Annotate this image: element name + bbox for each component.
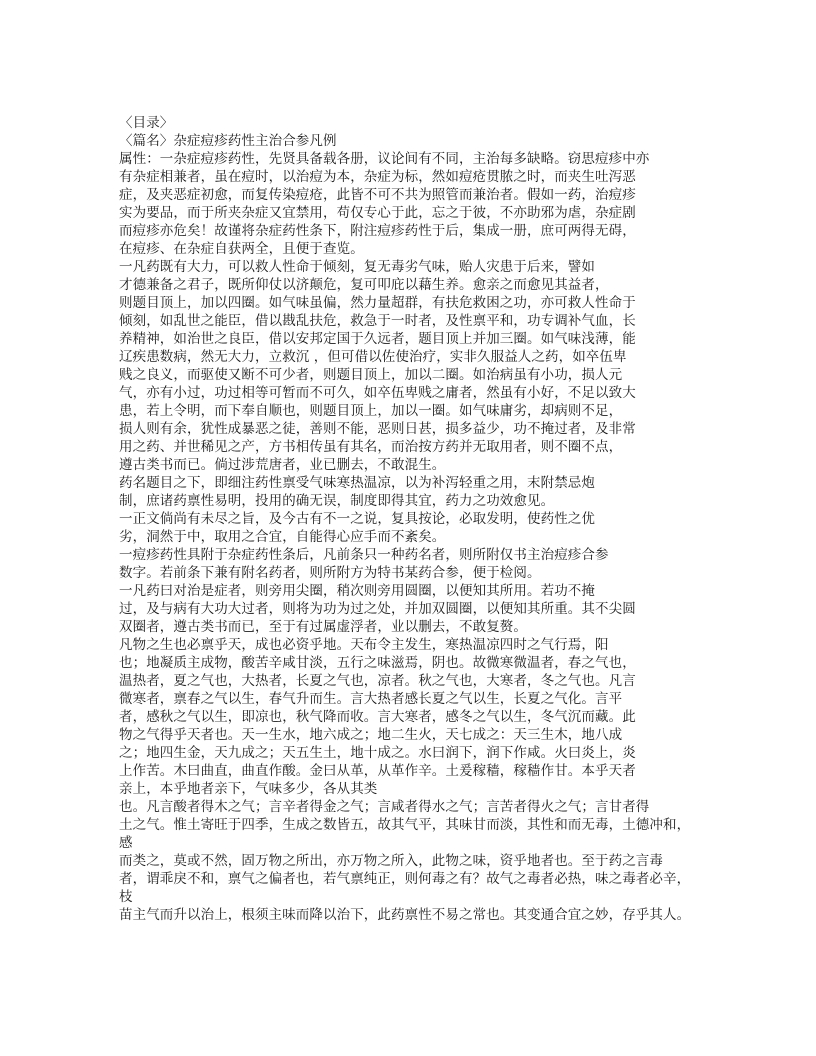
text-line: 枝 xyxy=(119,889,133,905)
text-line: 气，亦有小过，功过相等可暂而不可久，如卒伍卑贱之庸者，然虽有小好，不足以致大 xyxy=(119,385,636,401)
text-line: 过，及与病有大功大过者，则将为功为过之处，并加双圆圈，以便知其所重。其不尖圆 xyxy=(119,601,636,617)
text-line: 微寒者，禀春之气以生，春气升而生。言大热者感长夏之气以生，长夏之气化。言平 xyxy=(119,691,623,707)
text-line: 双圈者，遵古类书而已，至于有过属虚浮者，业以删去，不敢复赘。 xyxy=(119,619,527,635)
toc-marker: 〈目录〉 xyxy=(119,115,174,131)
text-line: 一正文倘尚有未尽之旨，及今古有不一之说，复具按论，必取发明，使药性之优 xyxy=(119,511,595,527)
text-line: 患，若上令明，而下奉自顺也，则题目顶上，加以一圈。如气味庸劣，却病则不足， xyxy=(119,403,623,419)
text-line: 在痘疹、在杂症自获两全，且便于查览。 xyxy=(119,241,364,257)
text-line: 数字。若前条下兼有附名药者，则所附方为特书某药合参，便于检阅。 xyxy=(119,565,541,581)
text-line: 倾刻，如乱世之能臣，借以戡乱扶危，救急于一时者，及性禀平和，功专调补气血，长 xyxy=(119,313,636,329)
text-line: 才德兼备之君子，既所仰仗以济颠危，复可叩庇以藉生养。愈亲之而愈见其益者， xyxy=(119,277,609,293)
text-line: 者，感秋之气以生，即凉也，秋气降而收。言大寒者，感冬之气以生，冬气沉而藏。此 xyxy=(119,709,636,725)
text-line: 一凡药既有大力，可以救人性命于倾刻，复无毒劣气味，贻人灾患于后来，譬如 xyxy=(119,259,595,275)
document-body xyxy=(119,114,719,924)
text-line: 温热者，夏之气也，大热者，长夏之气也，凉者。秋之气也，大寒者，冬之气也。凡言 xyxy=(119,673,636,689)
text-line: 也；地凝质主成物，酸苦辛咸甘淡，五行之味滋焉，阴也。故微寒微温者，春之气也， xyxy=(119,655,636,671)
text-line: 药名题目之下，即细注药性禀受气味寒热温凉，以为补泻轻重之用，末附禁忌炮 xyxy=(119,475,595,491)
text-line: 者，谓乖戾不和，禀气之偏者也，若气禀纯正，则何毒之有？故气之毒者必热，味之毒者必辛， xyxy=(119,871,691,887)
text-line: 凡物之生也必禀乎天，成也必资乎地。天布令主发生，寒热温凉四时之气行焉，阳 xyxy=(119,637,609,653)
text-line: 症，及夹恶症初愈，而复传染痘疮，此皆不可不共为照管而兼治者。假如一药，治痘疹 xyxy=(119,187,636,203)
text-line: 实为要品，而于所夹杂症又宜禁用，苟仅专心于此，忘之于彼，不亦助邪为虐，杂症剧 xyxy=(119,205,636,221)
text-line: 有杂症相兼者，虽在痘时，以治痘为本，杂症为标，然如痘疮贯脓之时，而夹生吐泻恶 xyxy=(119,169,636,185)
text-line: 感 xyxy=(119,835,133,851)
text-line: 损人则有余，犹性成暴恶之徒，善则不能，恶则日甚，损多益少，功不掩过者，及非常 xyxy=(119,421,636,437)
text-line: 一痘疹药性具附于杂症药性条后，凡前条只一种药名者，则所附仅书主治痘疹合参 xyxy=(119,547,609,563)
text-line: 而类之，莫或不然，固万物之所出，亦万物之所入，此物之味，资乎地者也。至于药之言毒 xyxy=(119,853,663,869)
text-line: 上作苦。木曰曲直，曲直作酸。金曰从革，从革作辛。土爰稼穑，稼穑作甘。本乎天者 xyxy=(119,763,636,779)
text-line: 辽疾患数病，然无大力，立救沉 ，但可借以佐使治疗，实非久服益人之药，如卒伍卑 xyxy=(119,349,627,365)
text-line: 苗主气而升以治上，根须主味而降以治下，此药禀性不易之常也。其变通合宜之妙，存乎其人。 xyxy=(119,907,691,923)
text-line: 制，庶诸药禀性易明，投用的确无误，制度即得其宜，药力之功效愈见。 xyxy=(119,493,555,509)
text-line: 土之气。惟土寄旺于四季，生成之数皆五，故其气平，其味甘而淡，其性和而无毒，土德冲和， xyxy=(119,817,691,833)
text-line: 养精神，如治世之良臣，借以安邦定国于久远者，题目顶上并加三圈。如气味浅薄，能 xyxy=(119,331,636,347)
text-line: 也。凡言酸者得木之气；言辛者得金之气；言咸者得水之气；言苦者得火之气；言甘者得 xyxy=(119,799,650,815)
text-line: 属性：一杂症痘疹药性，先贤具备载各册，议论间有不同，主治每多缺略。窃思痘疹中亦 xyxy=(119,151,650,167)
text-line: 而痘疹亦危矣！故谨将杂症药性条下，附注痘疹药性于后，集成一册，庶可两得无碍， xyxy=(119,223,636,239)
text-line: 亲上，本乎地者亲下，气味多少，各从其类 xyxy=(119,781,378,797)
text-line: 用之药、并世稀见之产，方书相传虽有其名，而治按方药并无取用者，则不圈不点， xyxy=(119,439,623,455)
chapter-title: 〈篇名〉杂症痘疹药性主治合参凡例 xyxy=(119,133,337,149)
text-line: 物之气得乎天者也。天一生水，地六成之；地二生火，天七成之：天三生木，地八成 xyxy=(119,727,623,743)
text-line: 一凡药曰对治是症者，则旁用尖圈，稍次则旁用圆圈，以便知其所用。若功不掩 xyxy=(119,583,595,599)
text-line: 贱之良义，而驱使又断不可少者，则题目顶上，加以二圈。如治病虽有小功，损人元 xyxy=(119,367,623,383)
text-line: 遵古类书而已。倘过涉荒唐者，业已删去，不敢混生。 xyxy=(119,457,446,473)
text-line: 之；地四生金，天九成之；天五生土，地十成之。水曰润下，润下作咸。火曰炎上，炎 xyxy=(119,745,636,761)
text-line: 则题目顶上，加以四圈。如气味虽偏，然力量超群，有扶危救困之功，亦可救人性命于 xyxy=(119,295,636,311)
text-line: 劣，洞然于中，取用之合宜，自能得心应手而不紊矣。 xyxy=(119,529,446,545)
